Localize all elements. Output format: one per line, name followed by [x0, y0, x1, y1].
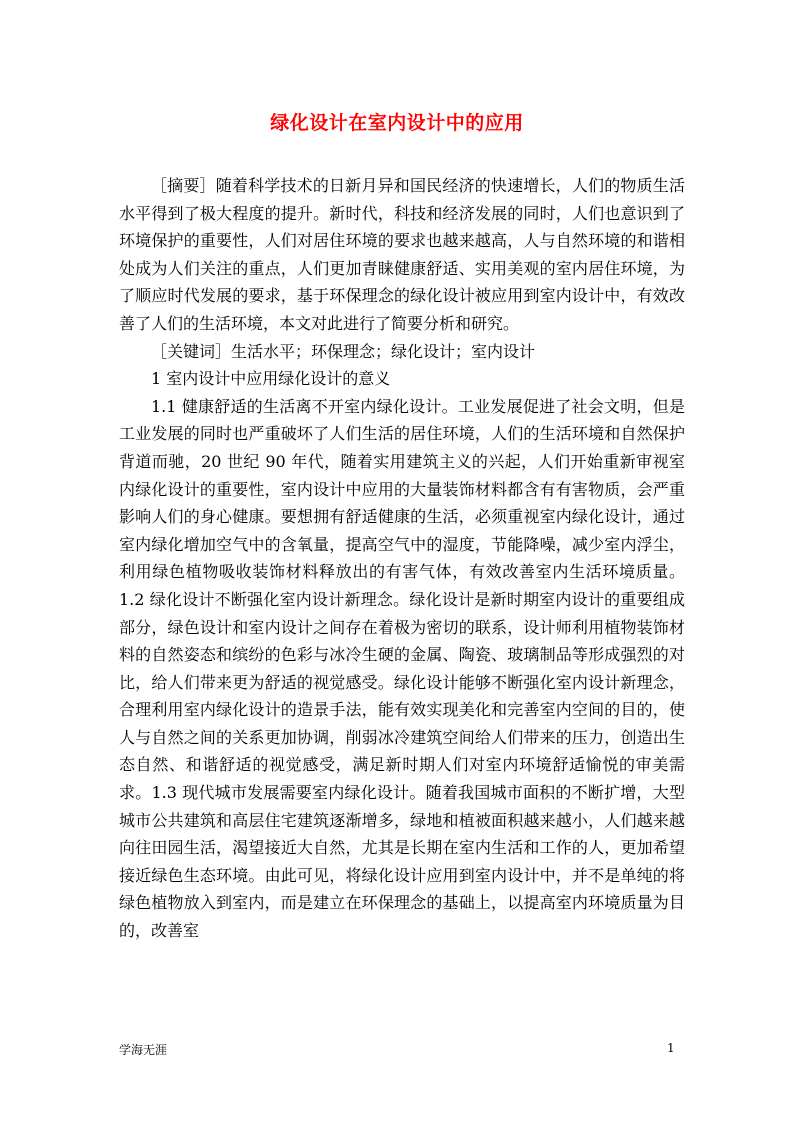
- document-body: [119, 172, 685, 945]
- section-heading: 1 室内设计中应用绿化设计的意义: [151, 369, 391, 389]
- page-number: 1: [667, 1041, 675, 1055]
- section-body-paragraph: 1.1 健康舒适的生活离不开室内绿化设计。工业发展促进了社会文明，但是工业发展的同时也严重破坏了人们生活的居住环境，人们的生活环境和自然保护背道而驰，20 世纪 90 年代，随着实用建筑主义的兴起，人们开始重新审视室内绿化设计的重要性，室内设计中应用的大量装饰材料都含有有害物质，会严重影响人们的身心健康。要想拥有舒适健康的生活，必须重视室内绿化设计，通过室内绿化增加空气中的含氧量，提高空气中的湿度，节能降噪，减少室内浮尘，利用绿色植物吸收装饰材料释放出的有害气体，有效改善室内生活环境质量。1.2 绿化设计不断强化室内设计新理念。绿化设计是新时期室内设计的重要组成部分，绿色设计和室内设计之间存在着极为密切的联系，设计师利用植物装饰材料的自然姿态和缤纷的色彩与冰冷生硬的金属、陶瓷、玻璃制品等形成强烈的对比，给人们带来更为舒适的视觉感受。绿化设计能够不断强化室内设计新理念，合理利用室内绿化设计的造景手法，能有效实现美化和完善室内空间的目的，使人与自然之间的关系更加协调，削弱冰冷建筑空间给人们带来的压力，创造出生态自然、和谐舒适的视觉感受，满足新时期人们对室内环境舒适愉悦的审美需求。1.3 现代城市发展需要室内绿化设计。随着我国城市面积的不断扩增，大型城市公共建筑和高层住宅建筑逐渐增多，绿地和植被面积越来越小，人们越来越向往田园生活，渴望接近大自然，尤其是长期在室内生活和工作的人，更加希望接近绿色生态环境。由此可见，将绿化设计应用到室内设计中，并不是单纯的将绿色植物放入到室内，而是建立在环保理念的基础上，以提高室内环境质量为目的，改善室: [119, 396, 685, 941]
- keywords-paragraph: ［关键词］生活水平；环保理念；绿化设计；室内设计: [151, 341, 536, 361]
- footer-left-text: 学海无涯: [119, 1043, 168, 1057]
- document-title: 绿化设计在室内设计中的应用: [270, 112, 524, 134]
- abstract-paragraph: ［摘要］随着科学技术的日新月异和国民经济的快速增长，人们的物质生活水平得到了极大程度的提升。新时代，科技和经济发展的同时，人们也意识到了环境保护的重要性，人们对居住环境的要求也越来越高，人与自然环境的和谐相处成为人们关注的重点，人们更加青睐健康舒适、实用美观的室内居住环境，为了顺应时代发展的要求，基于环保理念的绿化设计被应用到室内设计中，有效改善了人们的生活环境，本文对此进行了简要分析和研究。: [119, 176, 685, 333]
